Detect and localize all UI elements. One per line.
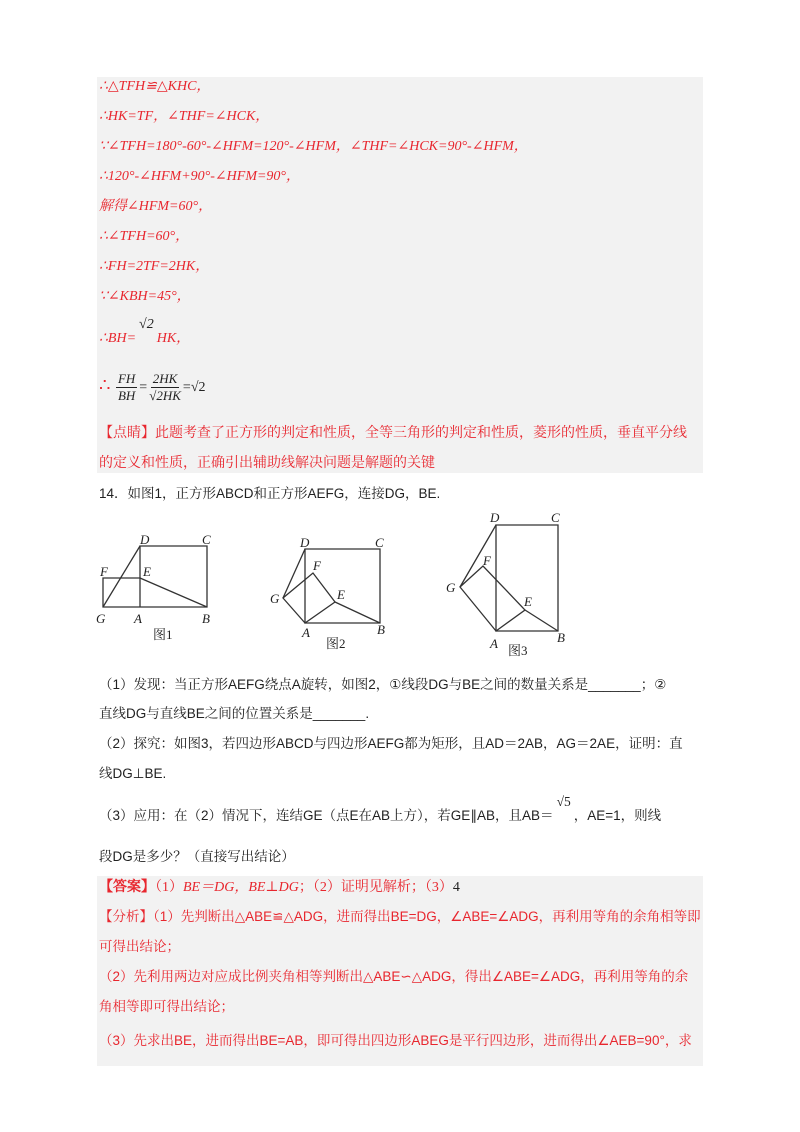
label-e: E [143,564,151,579]
analysis-line: 【分析】（1）先判断出△ABE≌△ADG，进而得出BE=DG，∠ABE=∠ADG，再利用等角的余角相等即 [99,909,701,924]
solution-line: ∴HK=TF，∠THF=∠HCK， [99,109,270,124]
analysis-line: 角相等即可得出结论； [99,999,234,1014]
label-f: F [100,564,108,579]
denominator: √2HK [149,388,181,404]
answer-math: BE＝DG，BE⊥DG [183,880,299,895]
analysis-line: （2）先利用两边对应成比例夹角相等判断出△ABE∽△ADG，得出∠ABE=∠ADG，再利用等角的余 [99,969,689,984]
answer-value: 4 [452,880,460,895]
comment-line: 【点睛】此题考查了正方形的判定和性质，全等三角形的判定和性质，菱形的性质，垂直平分线 [99,426,687,441]
bh-suffix: HK， [156,331,191,346]
label-d: D [140,532,150,547]
label-g: G [96,611,106,626]
solution-line: ∴∠TFH=60°， [99,229,190,244]
equals: = [139,380,148,395]
solution-line: ∴FH=2TF=2HK， [99,259,210,274]
question-1-line: 直线DG与直线BE之间的位置关系是_______. [99,706,370,721]
figure-2 [270,535,385,651]
answer-label: 【答案】 [99,880,155,895]
solution-line: ∵∠TFH=180°-60°-∠HFM=120°-∠HFM，∠THF=∠HCK=90°-∠HFM， [99,139,528,154]
figure-caption: 图1 [153,627,173,642]
q3-prefix: （3）应用：在（2）情况下，连结GE（点E在AB上方），若GE∥AB，且AB＝ [99,808,554,823]
question-3-line [99,794,662,825]
figure-caption: 图3 [508,643,528,658]
label-b: B [202,611,210,626]
question-3-line: 段DG是多少？（直接写出结论） [99,849,295,864]
label-d: D [490,510,500,525]
figure-1 [96,532,211,642]
problem-title: 14．如图1，正方形ABCD和正方形AEFG，连接DG，BE. [99,486,441,501]
question-2-line: （2）探究：如图3，若四边形ABCD与四边形AEFG都为矩形，且AD＝2AB，AG＝2AE，证明：直 [99,736,683,751]
answer-line [99,879,460,897]
denominator: BH [117,388,136,404]
analysis-line: 可得出结论； [99,939,180,954]
label-g: G [446,580,456,595]
label-d: D [300,535,310,550]
numerator: FH [117,371,136,387]
label-a: A [134,611,142,626]
label-c: C [551,510,560,525]
label-c: C [375,535,384,550]
label-f: F [313,558,321,573]
figure-caption: 图2 [326,636,346,651]
solution-line: ∵∠KBH=45°， [99,289,191,304]
question-1-line: （1）发现：当正方形AEFG绕点A旋转，如图2，①线段DG与BE之间的数量关系是_______；② [99,677,667,692]
label-e: E [524,594,532,609]
sqrt-2: √2 [139,317,154,332]
analysis-line: （3）先求出BE，进而得出BE=AB，即可得出四边形ABEG是平行四边形，进而得出∠AEB=90°，求 [99,1033,692,1048]
label-e: E [337,587,345,602]
label-c: C [202,532,211,547]
sqrt-5: √5 [556,794,571,809]
solution-line: 解得∠HFM=60°， [99,199,213,214]
answer-part: ；（2）证明见解析；（3） [298,880,453,895]
label-f: F [483,553,491,568]
solution-line: ∴△TFH≌△KHC， [99,79,211,94]
label-b: B [557,630,565,645]
label-a: A [490,636,498,651]
equals: = [182,380,191,395]
solution-line: ∴120°-∠HFM+90°-∠HFM=90°， [99,169,301,184]
result: √2 [190,380,206,395]
q3-suffix: ，AE=1，则线 [573,808,662,823]
question-2-line: 线DG⊥BE. [99,766,167,781]
label-a: A [302,625,310,640]
therefore-symbol: ∴ [99,375,111,395]
numerator: 2HK [152,371,178,387]
label-g: G [270,591,280,606]
figure-3 [446,510,565,658]
label-b: B [377,622,385,637]
answer-part: （1） [155,880,183,895]
bh-prefix: ∴BH= [99,331,137,346]
comment-line: 的定义和性质，正确引出辅助线解决问题是解题的关键 [99,456,435,471]
